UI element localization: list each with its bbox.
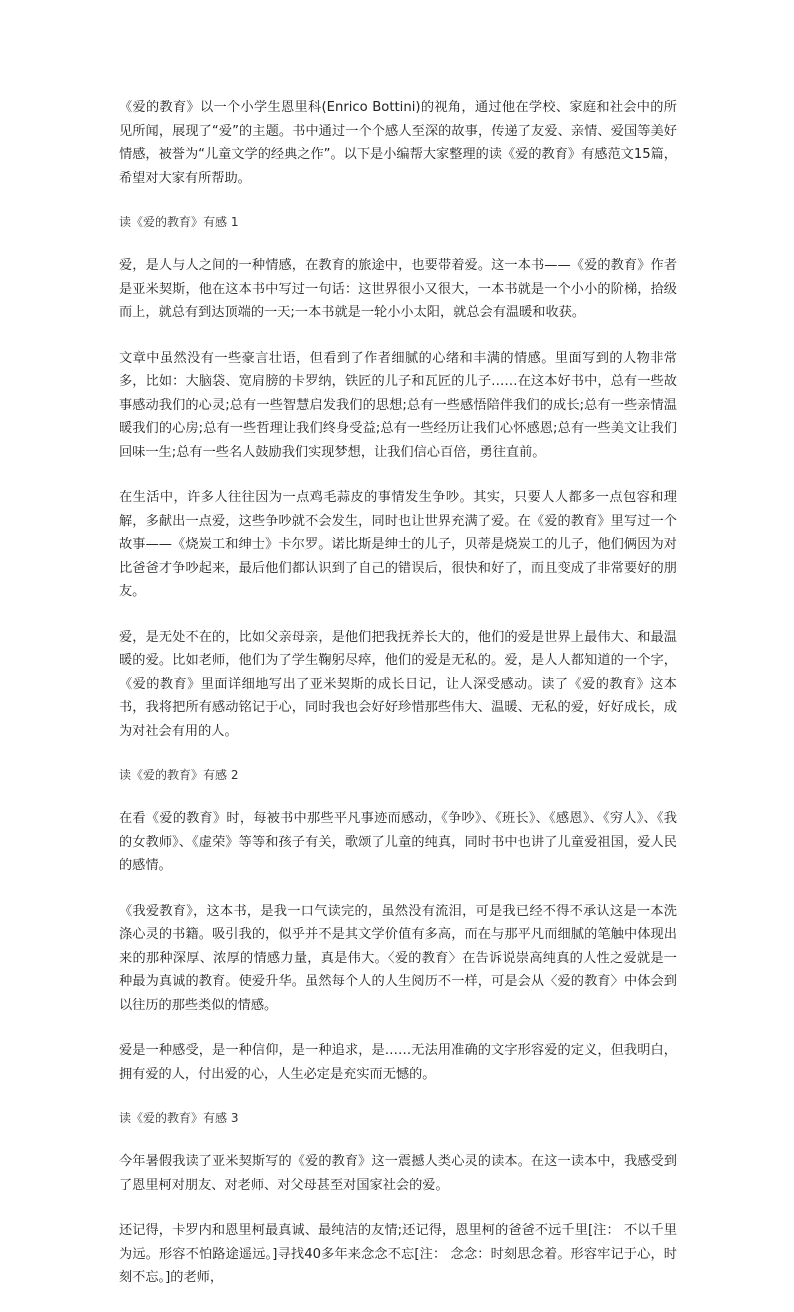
section-1-heading: 读《爱的教育》有感 1 <box>119 215 239 229</box>
section-2-paragraph-1: 在看《爱的教育》时，每被书中那些平凡事迹而感动，《争吵》、《班长》、《感恩》、《穷人》、《我的女教师》、《虚荣》等等和孩子有关，歌颂了儿童的纯真，同时书中也讲了儿童爱祖国，爱人民的感情。 <box>119 811 677 873</box>
section-2-paragraph-2: 《我爱教育》，这本书，是我一口气读完的，虽然没有流泪，可是我已经不得不承认这是一本洗涤心灵的书籍。吸引我的，似乎并不是其文学价值有多高，而在与那平凡而细腻的笔触中体现出来的那种深厚、浓厚的情感力量，真是伟大。〈爱的教育〉在告诉说崇高纯真的人性之爱就是一种最为真诚的教育。使爱升华。虽然每个人的人生阅历不一样，可是会从〈爱的教育〉中体会到以往历的那些类似的情感。 <box>119 903 677 1013</box>
intro-paragraph: 《爱的教育》以一个小学生恩里科(Enrico Bottini)的视角，通过他在学校、家庭和社会中的所见所闻，展现了“爱”的主题。书中通过一个个感人至深的故事，传递了友爱、亲情、爱国等美好情感，被誉为“儿童文学的经典之作”。以下是小编帮大家整理的读《爱的教育》有感范文15篇，希望对大家有所帮助。 <box>119 100 677 186</box>
section-1-paragraph-1: 爱，是人与人之间的一种情感，在教育的旅途中，也要带着爱。这一本书——《爱的教育》作者是亚米契斯，他在这本书中写过一句话：这世界很小又很大，一本书就是一个小小的阶梯，拾级而上，就总有到达顶端的一天;一本书就是一轮小小太阳，就总会有温暖和收获。 <box>119 258 677 320</box>
section-1-paragraph-3: 在生活中，许多人往往因为一点鸡毛蒜皮的事情发生争吵。其实，只要人人都多一点包容和理解，多献出一点爱，这些争吵就不会发生，同时也让世界充满了爱。在《爱的教育》里写过一个故事——《烧炭工和绅士》卡尔罗。诺比斯是绅士的儿子，贝蒂是烧炭工的儿子，他们俩因为对比爸爸才争吵起来，最后他们都认识到了自己的错误后，很快和好了，而且变成了非常要好的朋友。 <box>119 490 677 599</box>
section-1-paragraph-4: 爱，是无处不在的，比如父亲母亲，是他们把我抚养长大的，他们的爱是世界上最伟大、和最温暖的爱。比如老师，他们为了学生鞠躬尽瘁，他们的爱是无私的。爱，是人人都知道的一个字，《爱的教育》里面详细地写出了亚米契斯的成长日记，让人深受感动。读了《爱的教育》这本书，我将把所有感动铭记于心，同时我也会好好珍惜那些伟大、温暖、无私的爱，好好成长，成为对社会有用的人。 <box>119 629 677 739</box>
section-1-paragraph-2: 文章中虽然没有一些豪言壮语，但看到了作者细腻的心绪和丰满的情感。里面写到的人物非常多，比如：大脑袋、宽肩膀的卡罗纳，铁匠的儿子和瓦匠的儿子……在这本好书中，总有一些故事感动我们的心灵;总有一些智慧启发我们的思想;总有一些感悟陪伴我们的成长;总有一些亲情温暖我们的心房;总有一些哲理让我们终身受益;总有一些经历让我们心怀感恩;总有一些美文让我们回味一生;总有一些名人鼓励我们实现梦想，让我们信心百倍，勇往直前。 <box>119 350 677 460</box>
document-page <box>119 96 677 1312</box>
section-2-heading: 读《爱的教育》有感 2 <box>119 768 239 782</box>
section-3-paragraph-1: 今年暑假我读了亚米契斯写的《爱的教育》这一震撼人类心灵的读本。在这一读本中，我感受到了恩里柯对朋友、对老师、对父母甚至对国家社会的爱。 <box>119 1154 677 1193</box>
section-3-paragraph-2: 还记得，卡罗内和恩里柯最真诚、最纯洁的友情;还记得，恩里柯的爸爸不远千里[注： 不以千里为远。形容不怕路途遥远。]寻找40多年来念念不忘[注： 念念：时刻思念着。形容牢记于心，时刻不忘。]的老师， <box>119 1223 677 1285</box>
section-2-paragraph-3: 爱是一种感受，是一种信仰，是一种追求，是……无法用准确的文字形容爱的定义，但我明白，拥有爱的人，付出爱的心，人生必定是充实而无憾的。 <box>119 1043 677 1082</box>
section-3-heading: 读《爱的教育》有感 3 <box>119 1111 239 1125</box>
